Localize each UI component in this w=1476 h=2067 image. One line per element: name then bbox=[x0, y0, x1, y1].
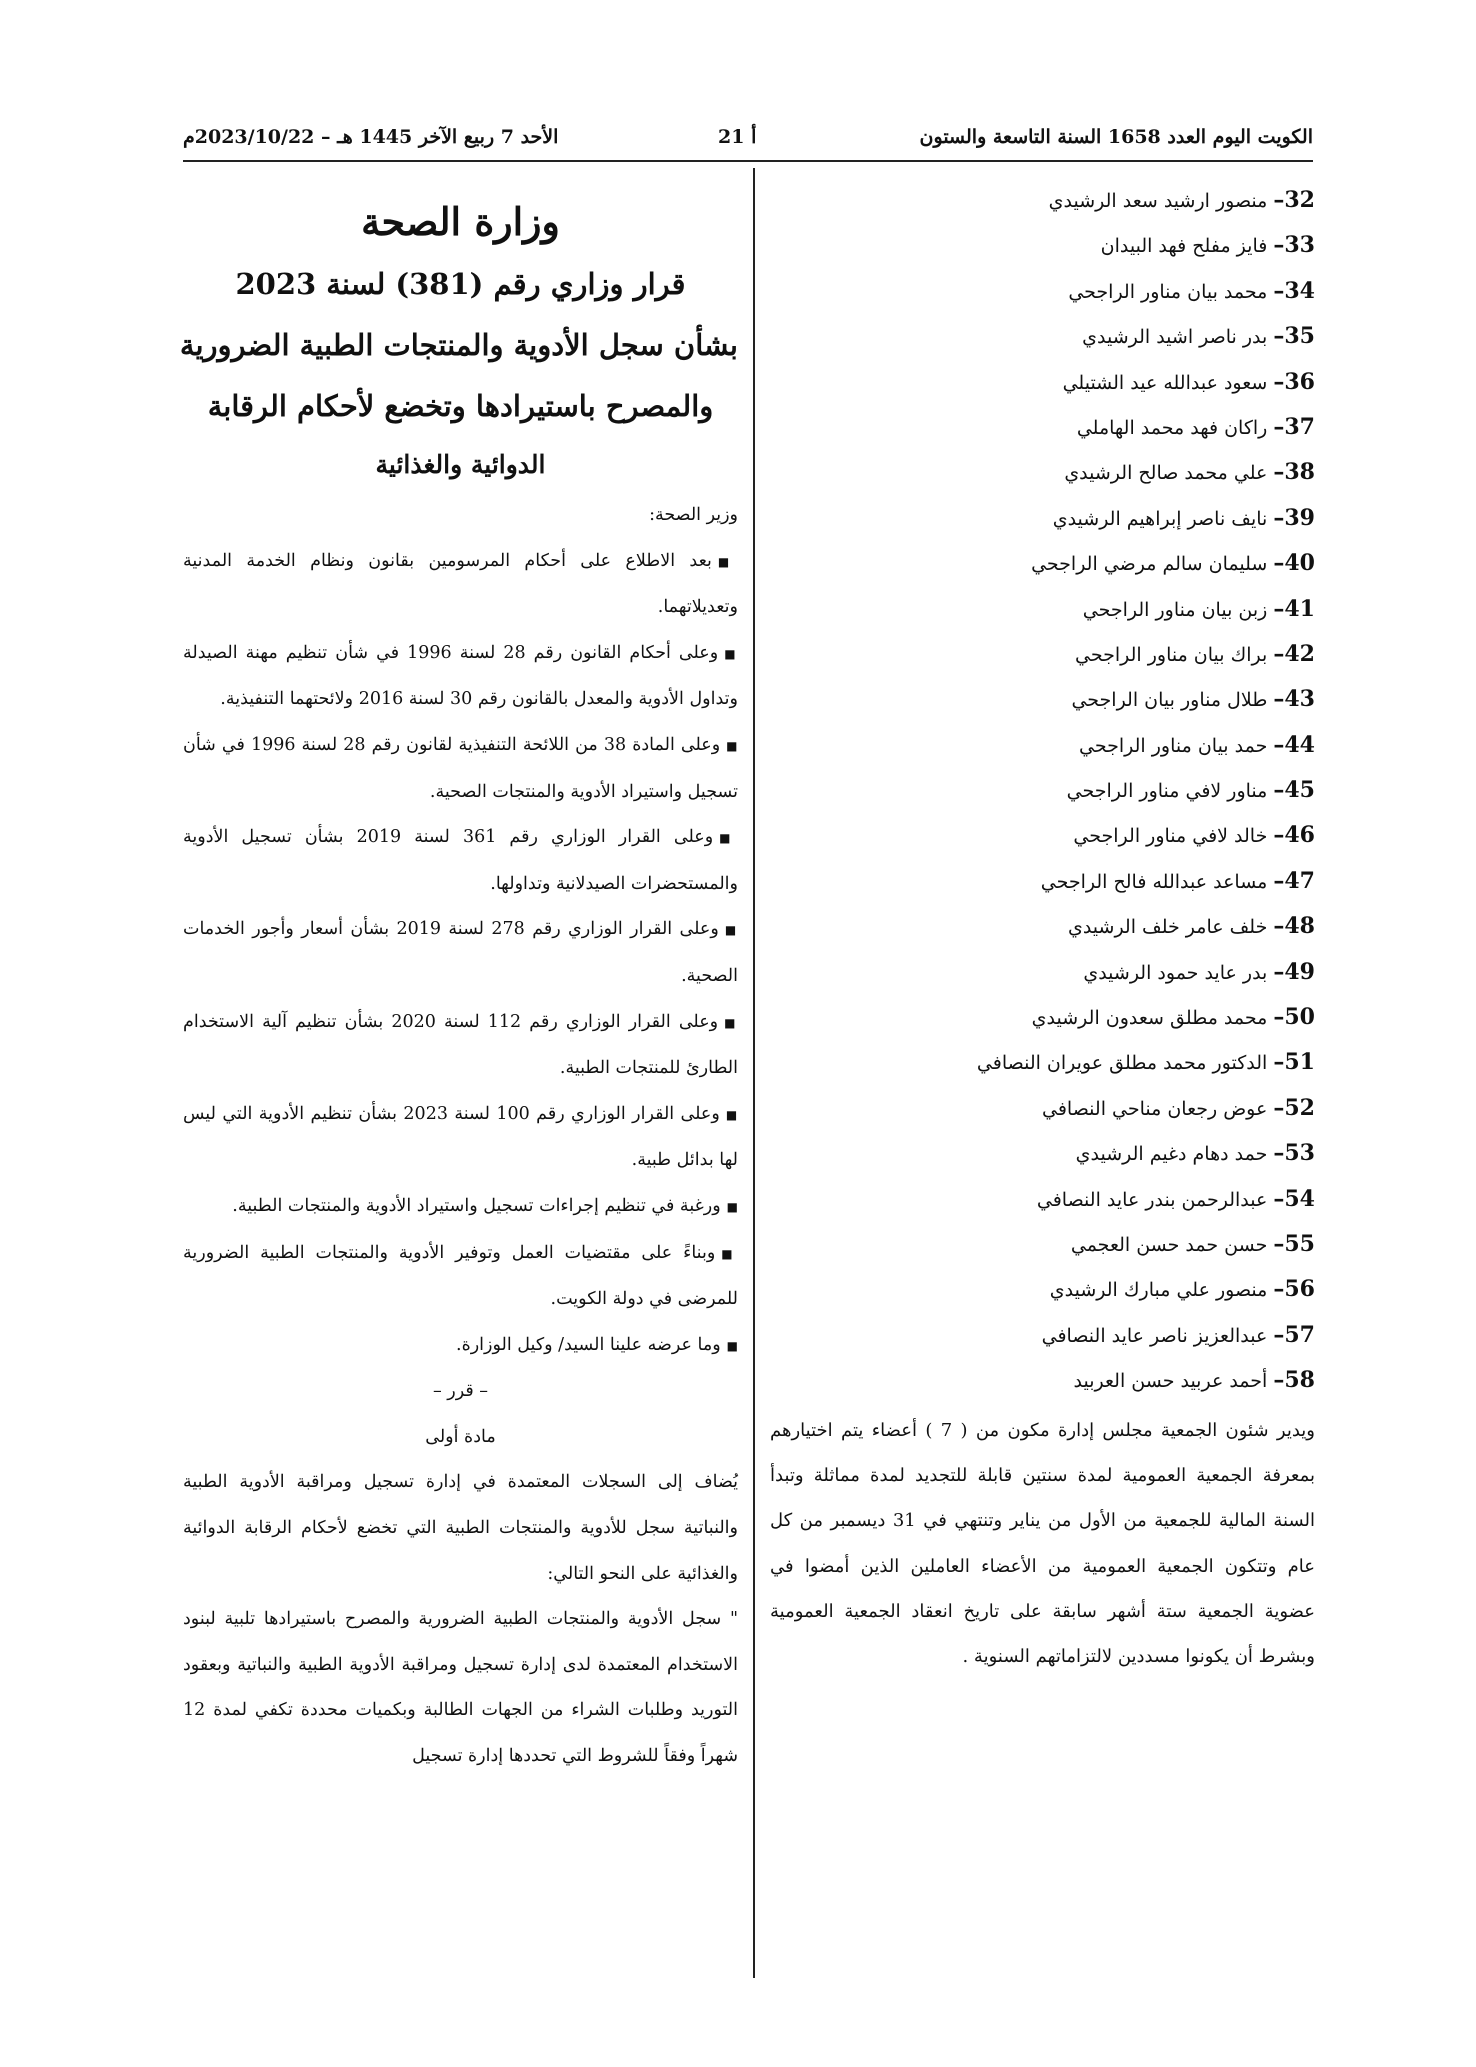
list-item bbox=[770, 768, 1315, 813]
list-item bbox=[770, 587, 1315, 632]
preamble-item bbox=[183, 1000, 738, 1092]
list-item-name: بدر ناصر اشيد الرشيدي bbox=[1082, 326, 1268, 349]
list-item bbox=[770, 541, 1315, 586]
list-item bbox=[770, 223, 1315, 268]
list-item-name: حمد بيان مناور الراجحي bbox=[1079, 734, 1268, 757]
preamble-item bbox=[183, 1184, 738, 1231]
square-bullet-icon: ■ bbox=[724, 923, 738, 938]
list-item-name: حسن حمد حسن العجمي bbox=[1070, 1233, 1268, 1256]
list-item bbox=[770, 859, 1315, 904]
square-bullet-icon: ■ bbox=[726, 1338, 738, 1353]
list-item-name: محمد بيان مناور الراجحي bbox=[1068, 280, 1268, 303]
list-item bbox=[770, 1086, 1315, 1131]
decree-title: قرار وزاري رقم (381) لسنة 2023 bbox=[235, 267, 686, 301]
list-item-name: محمد مطلق سعدون الرشيدي bbox=[1031, 1007, 1268, 1030]
list-item-number: 38– bbox=[1273, 459, 1315, 486]
decree-column bbox=[179, 190, 739, 1780]
list-item bbox=[770, 1267, 1315, 1312]
preamble-text: وعلى المادة 38 من اللائحة التنفيذية لقانون رقم 28 لسنة 1996 في شأن تسجيل واستيراد الأدوية والمنتجات الصحية. bbox=[183, 734, 738, 802]
page-header bbox=[183, 118, 1313, 158]
list-item bbox=[770, 950, 1315, 995]
list-item-number: 52– bbox=[1273, 1094, 1315, 1121]
board-paragraph: ويدير شئون الجمعية مجلس إدارة مكون من ( 7 ) أعضاء يتم اختيارهم بمعرفة الجمعية العمومية لمدة سنتين قابلة للتجديد لمدة مماثلة وتبدأ السنة المالية للجمعية من الأول من يناير وتنتهي في 31 ديسمبر من كل عام وتتكون الجمعية العمومية من الأعضاء العاملين الذين أمضوا في عضوية الجمعية ستة أشهر سابقة على تاريخ انعقاد الجمعية العمومية وبشرط أن يكونوا مسددين لالتزاماتهم السنوية . bbox=[770, 1420, 1315, 1668]
list-item-name: سليمان سالم مرضي الراجحي bbox=[1031, 553, 1268, 576]
list-item bbox=[770, 314, 1315, 359]
list-item-number: 40– bbox=[1273, 550, 1315, 577]
list-item-number: 58– bbox=[1273, 1367, 1315, 1394]
list-item-name: زبن بيان مناور الراجحي bbox=[1082, 598, 1268, 621]
preamble-text: بعد الاطلاع على أحكام المرسومين بقانون ونظام الخدمة المدنية وتعديلاتهما. bbox=[183, 550, 738, 618]
list-item-number: 39– bbox=[1273, 504, 1315, 531]
square-bullet-icon: ■ bbox=[719, 831, 739, 846]
list-item bbox=[770, 1313, 1315, 1358]
square-bullet-icon: ■ bbox=[725, 1107, 739, 1122]
list-item bbox=[770, 904, 1315, 949]
header-rule bbox=[183, 160, 1313, 162]
list-item-name: خلف عامر خلف الرشيدي bbox=[1067, 916, 1268, 939]
square-bullet-icon: ■ bbox=[724, 1015, 738, 1030]
preamble-text: وعلى القرار الوزاري رقم 278 لسنة 2019 بشأن أسعار وأجور الخدمات الصحية. bbox=[183, 919, 738, 986]
list-item-name: بدر عايد حمود الرشيدي bbox=[1083, 961, 1268, 984]
article-quote: " سجل الأدوية والمنتجات الطبية الضرورية والمصرح باستيرادها تلبية لبنود الاستخدام المعتمدة لدى إدارة تسجيل ومراقبة الأدوية الطبية والنباتية وبعقود التوريد وطلبات الشراء من الجهات الطالبة وبكميات محددة تكفي لمدة 12 شهراً وفقاً للشروط التي تحددها إدارة تسجيل bbox=[183, 1609, 738, 1767]
list-item-name: سعود عبدالله عيد الشتيلي bbox=[1062, 371, 1268, 394]
list-item-number: 54– bbox=[1273, 1185, 1315, 1212]
list-item-name: مساعد عبدالله فالح الراجحي bbox=[1040, 870, 1268, 893]
list-item-name: براك بيان مناور الراجحي bbox=[1075, 643, 1268, 666]
list-item-name: طلال مناور بيان الراجحي bbox=[1071, 689, 1268, 712]
decides-line: – قرر – bbox=[432, 1381, 489, 1402]
list-item-number: 51– bbox=[1273, 1049, 1315, 1076]
preamble-text: وما عرضه علينا السيد/ وكيل الوزارة. bbox=[456, 1334, 721, 1355]
square-bullet-icon: ■ bbox=[724, 646, 739, 661]
list-item bbox=[770, 995, 1315, 1040]
square-bullet-icon: ■ bbox=[717, 554, 738, 569]
list-item-number: 48– bbox=[1273, 913, 1315, 940]
list-item-name: خالد لافي مناور الراجحي bbox=[1073, 825, 1268, 848]
decree-subject-line-1: بشأن سجل الأدوية والمنتجات الطبية الضرورية bbox=[179, 328, 738, 362]
list-item-name: عبدالعزيز ناصر عايد النصافي bbox=[1041, 1324, 1268, 1347]
list-item bbox=[770, 1222, 1315, 1267]
list-item-number: 35– bbox=[1273, 323, 1315, 350]
list-item-number: 57– bbox=[1273, 1321, 1315, 1348]
list-item-number: 33– bbox=[1273, 232, 1315, 259]
list-item-number: 50– bbox=[1273, 1004, 1315, 1031]
list-item-name: علي محمد صالح الرشيدي bbox=[1064, 462, 1268, 485]
preamble-text: وعلى القرار الوزاري رقم 100 لسنة 2023 بشأن تنظيم الأدوية التي ليس لها بدائل طبية. bbox=[183, 1103, 738, 1171]
list-item-number: 36– bbox=[1273, 368, 1315, 395]
list-item bbox=[770, 1040, 1315, 1085]
square-bullet-icon: ■ bbox=[726, 738, 738, 753]
list-item bbox=[770, 1358, 1315, 1403]
preamble-text: وبناءً على مقتضيات العمل وتوفير الأدوية والمنتجات الطبية الضرورية للمرضى في دولة الكويت. bbox=[183, 1242, 738, 1310]
decree-subject-line-3: الدوائية والغذائية bbox=[375, 450, 546, 479]
preamble-text: وعلى القرار الوزاري رقم 112 لسنة 2020 بشأن تنظيم آلية الاستخدام الطارئ للمنتجات الطبية. bbox=[183, 1011, 738, 1079]
list-item bbox=[770, 1131, 1315, 1176]
list-item bbox=[770, 269, 1315, 314]
preamble-item bbox=[183, 1323, 738, 1370]
list-item-number: 43– bbox=[1273, 686, 1315, 713]
list-item-name: أحمد عربيد حسن العربيد bbox=[1073, 1370, 1268, 1393]
preamble-text: ورغبة في تنظيم إجراءات تسجيل واستيراد الأدوية والمنتجات الطبية. bbox=[232, 1195, 721, 1216]
list-item-number: 32– bbox=[1273, 187, 1315, 213]
preamble-item bbox=[183, 631, 738, 723]
header-date: الأحد 7 ربيع الآخر 1445 هـ – 2023/10/22م bbox=[183, 126, 559, 148]
list-item-name: منصور ارشيد سعد الرشيدي bbox=[1048, 190, 1268, 212]
preamble-item bbox=[183, 723, 738, 815]
list-item-number: 41– bbox=[1273, 595, 1315, 622]
column-divider bbox=[753, 168, 755, 1978]
list-item bbox=[770, 360, 1315, 405]
list-item-name: حمد دهام دغيم الرشيدي bbox=[1075, 1143, 1268, 1166]
list-item bbox=[770, 1177, 1315, 1222]
decree-body bbox=[183, 493, 738, 1780]
member-list bbox=[770, 178, 1315, 1404]
minister-line: وزير الصحة: bbox=[649, 505, 738, 525]
list-item-number: 49– bbox=[1273, 958, 1315, 985]
preamble-item bbox=[183, 1231, 738, 1323]
article-text: يُضاف إلى السجلات المعتمدة في إدارة تسجيل ومراقبة الأدوية الطبية والنباتية سجل للأدوية والمنتجات الطبية التي تخضع لأحكام الرقابة الدوائية والغذائية على النحو التالي: bbox=[183, 1472, 738, 1584]
list-item-name: مناور لافي مناور الراجحي bbox=[1066, 780, 1268, 803]
decree-subject-line-2: والمصرح باستيرادها وتخضع لأحكام الرقابة bbox=[207, 389, 714, 423]
list-item-name: منصور علي مبارك الرشيدي bbox=[1049, 1279, 1268, 1302]
preamble-text: وعلى القرار الوزاري رقم 361 لسنة 2019 بشأن تسجيل الأدوية والمستحضرات الصيدلانية وتداولها. bbox=[183, 827, 738, 894]
preamble-item bbox=[183, 907, 738, 999]
list-item-number: 47– bbox=[1273, 867, 1315, 894]
list-item bbox=[770, 405, 1315, 450]
preamble-item bbox=[183, 1092, 738, 1184]
list-item-number: 37– bbox=[1273, 413, 1315, 440]
ministry-title: وزارة الصحة bbox=[361, 199, 560, 244]
list-item-number: 44– bbox=[1273, 731, 1315, 758]
list-item bbox=[770, 496, 1315, 541]
list-item bbox=[770, 813, 1315, 858]
list-item bbox=[770, 632, 1315, 677]
list-item bbox=[770, 677, 1315, 722]
list-item-number: 53– bbox=[1273, 1140, 1315, 1167]
header-publication: الكويت اليوم العدد 1658 السنة التاسعة والستون bbox=[919, 126, 1313, 148]
preamble-item bbox=[183, 539, 738, 631]
preamble-text: وعلى أحكام القانون رقم 28 لسنة 1996 في شأن تنظيم مهنة الصيدلة وتداول الأدوية والمعدل بالقانون رقم 30 لسنة 2016 ولائحتهما التنفيذية. bbox=[183, 642, 738, 710]
header-page-number: أ 21 bbox=[718, 126, 757, 148]
list-item-number: 46– bbox=[1273, 822, 1315, 849]
list-item-number: 42– bbox=[1273, 640, 1315, 667]
article-heading: مادة أولى bbox=[425, 1426, 496, 1447]
list-item-name: نايف ناصر إبراهيم الرشيدي bbox=[1052, 507, 1268, 530]
preamble-list bbox=[183, 539, 738, 1370]
list-item bbox=[770, 723, 1315, 768]
list-item-name: عبدالرحمن بندر عايد النصافي bbox=[1036, 1188, 1268, 1211]
list-item-name: فايز مفلح فهد البيدان bbox=[1100, 235, 1268, 258]
square-bullet-icon: ■ bbox=[726, 1199, 738, 1214]
preamble-item bbox=[183, 815, 738, 907]
square-bullet-icon: ■ bbox=[721, 1246, 738, 1261]
list-item-number: 45– bbox=[1273, 777, 1315, 804]
list-item-name: راكان فهد محمد الهاملي bbox=[1076, 416, 1268, 439]
list-item bbox=[770, 178, 1315, 223]
list-item-number: 56– bbox=[1273, 1276, 1315, 1303]
list-item-name: عوض رجعان مناحي النصافي bbox=[1041, 1097, 1268, 1120]
list-item bbox=[770, 450, 1315, 495]
list-item-name: الدكتور محمد مطلق عويران النصافي bbox=[976, 1052, 1268, 1075]
list-item-number: 34– bbox=[1273, 277, 1315, 304]
list-item-number: 55– bbox=[1273, 1230, 1315, 1257]
